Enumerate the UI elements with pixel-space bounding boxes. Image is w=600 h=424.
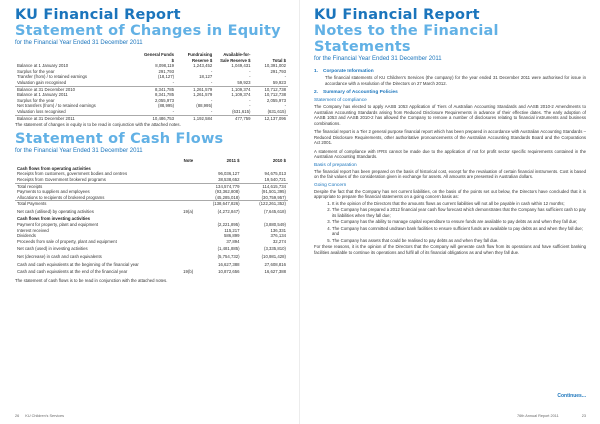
cashflow-cell-y2010: 114,615,734: [242, 183, 288, 189]
equity-row-value: 1,109,374: [214, 86, 252, 92]
cashflow-cell-note: 19(b): [183, 269, 194, 275]
cashflow-statement-subtitle: for the Financial Year Ended 31 December 2011: [15, 148, 143, 155]
cashflow-cell-label: Total receipts: [15, 183, 173, 189]
equity-row-label: Transfer (from) / to retained earnings: [17, 74, 88, 80]
compliance-paragraph-2: The financial report is a Tier 2 general purpose financial report which has been prepared in accordance with Australian Accounting Standards – Reduced Disclosure Requirements, other authoritative pronouncements of the Australian Accounting Standards Board and the Corporations Act 2001.: [314, 129, 586, 145]
equity-row-value: 1,049,431: [231, 63, 251, 69]
right-page: [300, 0, 600, 424]
compliance-paragraph-3: A statement of compliance with IFRS cannot be made due to the application of not for profit sector specific requirements contained in the Australian Accounting Standards.: [314, 148, 586, 159]
equity-row-value: 18,127: [199, 74, 213, 80]
compliance-paragraph-1: The Company has elected to apply AASB 1053 Application of Tiers of Australian Accounting Standards and AASB 2010-2 Amendments to Australian Accounting Standards arising from Reduced Disclosure Requirements in advance of their effective dates. The early adoption of AASB 1053 and AASB 2010-2 has allowed the Company to remove a number of disclosures relating to financial instruments and business combinations.: [314, 104, 586, 126]
report-title: KU Financial Report: [15, 7, 181, 23]
equity-col-fundraising-reserve: Fundraising Reserve $: [187, 52, 213, 63]
cashflow-cell-label: Dividends: [17, 233, 36, 239]
equity-row-value: (88,995): [158, 103, 175, 109]
equity-row-value: 2,055,973: [154, 97, 175, 103]
cashflow-cell-y2011: (93,362,808): [215, 189, 240, 195]
cashflow-cell-y2010: 94,675,013: [264, 171, 286, 177]
notes-title: Notes to the Financial Statements: [314, 23, 499, 55]
going-concern-item: 1. It is the opinion of the Directors that the amounts flows as current liabilities will not all be payable in cash within 12 months;: [332, 201, 586, 207]
cashflow-row: [15, 207, 288, 215]
cashflow-row: [15, 252, 288, 260]
cashflow-cell-y2010: 27,608,816: [264, 261, 286, 267]
equity-row-label: Balance at 1 January 2011: [17, 92, 68, 98]
cashflow-cell-note: 19(a): [183, 208, 194, 214]
cashflow-cell-y2010: (3,880,549): [264, 222, 286, 228]
equity-row-value: 477,759: [214, 115, 252, 121]
going-concern-list: [314, 201, 586, 244]
equity-row-value: -: [284, 103, 286, 109]
equity-row-value: (88,995): [196, 103, 213, 109]
section-1-title: Corporate Information: [323, 69, 374, 74]
left-footer: [15, 414, 64, 418]
cashflow-cell-y2011: (2,221,895): [217, 222, 240, 228]
section-1-number: 1.: [314, 69, 319, 74]
equity-statement-title: Statement of Changes in Equity: [15, 23, 281, 39]
cashflow-cell-label: Cash flows from operating activities: [17, 165, 91, 171]
equity-row-value: 291,793: [270, 68, 286, 74]
equity-row-label: Balance at 31 December 2011: [15, 115, 141, 121]
cashflow-cell-y2010: (122,261,352): [242, 201, 288, 207]
cashflow-cell-y2010: [242, 214, 288, 222]
cashflow-cell-y2010: 136,331: [270, 227, 286, 233]
cashflow-cell-y2010: [242, 164, 288, 172]
going-concern-item: 5. The Company has assets that could be realised to pay debts as and when they fall due.: [332, 238, 586, 244]
cashflow-cell-y2010: 32,274: [272, 238, 286, 244]
equity-row-value: 1,261,579: [176, 86, 214, 92]
cashflow-cell-label: Net cash (used) in investing activities: [17, 246, 88, 252]
equity-row-value: 1,109,374: [231, 92, 251, 98]
equity-row-value: (18,127): [158, 74, 175, 80]
equity-table: [15, 52, 288, 121]
cashflow-cell-label: Receipts from Government brokered programs: [17, 176, 106, 182]
cashflow-cell-y2010: (10,981,428): [261, 254, 286, 260]
equity-row-value: -: [249, 97, 251, 103]
cashflow-cell-y2011: [195, 164, 241, 172]
equity-row-value: -: [249, 74, 251, 80]
section-2-title: Summary of Accounting Policies: [323, 90, 398, 95]
cashflow-cell-y2011: 96,036,127: [218, 171, 240, 177]
cashflow-cell-note: [173, 164, 195, 172]
right-page-number: 23: [581, 414, 586, 418]
cashflow-cell-y2011: (1,481,885): [217, 246, 240, 252]
section-1-text: The financial statements of KU Children's Services (the company) for the year ended 31 December 2011 were authorised for issue in accordance with a resolution of the Directors on 27 March 2012.: [325, 75, 586, 86]
cashflow-cell-note: [173, 214, 195, 222]
cashflow-cell-y2010: 16,627,388: [264, 269, 286, 275]
cashflow-row: [15, 244, 288, 252]
equity-row-value: -: [249, 103, 251, 109]
left-page-number: 26: [15, 414, 20, 418]
continues-label: Continues...: [557, 393, 586, 399]
cashflow-cell-note: [173, 260, 195, 268]
going-concern-title: Going Concern: [314, 182, 347, 188]
equity-row-value: 10,712,738: [264, 92, 286, 98]
equity-row-value: 2,055,973: [266, 97, 286, 103]
equity-row-value: 291,793: [158, 68, 175, 74]
equity-row-label: Surplus for the year: [17, 97, 55, 103]
equity-col-general-funds: General Funds $: [143, 52, 175, 63]
cashflow-col-2011: 2011 $: [226, 158, 240, 164]
equity-row-value: 10,486,753: [141, 115, 176, 121]
basis-title: Basis of preparation: [314, 162, 357, 168]
equity-row: [15, 115, 288, 121]
cashflow-cell-y2010: (91,501,395): [261, 189, 286, 195]
equity-row-value: -: [210, 97, 213, 103]
equity-row-value: -: [210, 79, 213, 85]
cashflow-statement-title: Statement of Cash Flows: [15, 131, 224, 148]
section-2-heading: [314, 90, 586, 95]
equity-row-value: 59,923: [272, 79, 286, 85]
equity-row-value: 59,923: [237, 79, 251, 85]
cashflow-cell-y2011: 10,872,656: [218, 269, 240, 275]
going-concern-item: 3. The Company has the ability to manage capital expenditure to ensure funds are available to pay debts as and when they fall due;: [332, 219, 586, 225]
cashflow-cell-y2010: (7,645,618): [264, 208, 286, 214]
cashflow-cell-y2011: (45,285,018): [215, 194, 240, 200]
cashflow-cell-y2011: (138,647,826): [195, 201, 241, 207]
equity-row-value: 8,341,785: [154, 92, 175, 98]
cashflow-cell-label: Payment for property, plant and equipment: [17, 222, 99, 228]
cashflow-cell-y2011: 37,894: [226, 238, 240, 244]
equity-row-value: -: [172, 79, 175, 85]
cashflow-cell-y2011: 16,627,388: [218, 261, 240, 267]
cashflow-cell-label: Allocations to recipients of brokered programs: [17, 194, 105, 200]
cashflow-cell-y2011: 134,574,779: [195, 183, 241, 189]
cashflow-row: [15, 267, 288, 275]
equity-statement-subtitle: for the Financial Year Ended 31 December 2011: [15, 40, 143, 46]
equity-row-value: -: [249, 68, 251, 74]
cashflow-row: [15, 260, 288, 268]
cashflow-cell-label: Receipts from customers, government bodies and centres: [17, 171, 128, 177]
equity-row-value: 8,098,119: [155, 63, 175, 69]
equity-row-value: -: [284, 74, 286, 80]
cashflow-cell-label: Cash and cash equivalents at the end of the financial year: [17, 269, 128, 275]
cashflow-cell-y2010: 19,540,721: [264, 176, 286, 182]
compliance-title: Statement of compliance: [314, 98, 367, 103]
left-footer-org: KU Children's Services: [25, 414, 65, 418]
cashflow-cell-label: Proceeds from sale of property, plant and equipment: [17, 238, 117, 244]
going-concern-outro: For these reasons, it is the opinion of the Directors that the Company will generate cash flow from its operations and have sufficient banking facilities available to continue its operations and fulfil all of its financial obligations as and when they fall due.: [314, 244, 586, 255]
cashflow-cell-label: Cash and cash equivalents at the beginning of the financial year: [17, 261, 139, 267]
basis-paragraph: The financial report has been prepared on the basis of historical cost, except for the revaluation of certain financial instruments. Cost is based on the fair values of the consideration given in exchange for assets. All amounts are presented in Australian dollars.: [314, 168, 586, 179]
cashflow-cell-label: Total Payments: [15, 201, 173, 207]
equity-row-value: 1,192,584: [176, 115, 214, 121]
equity-row-label: Valuation gain recognised: [17, 79, 67, 85]
cashflow-row: [15, 214, 288, 222]
equity-row-value: (631,615): [267, 108, 286, 114]
equity-row-value: 12,137,096: [253, 115, 289, 121]
equity-row-label: Valuation loss recognised: [17, 108, 66, 114]
cashflow-cell-y2010: 376,134: [270, 233, 286, 239]
cashflow-cell-label: Net cash (utilised) by operating activities: [17, 208, 94, 214]
cashflow-cell-y2011: 115,217: [224, 227, 240, 233]
cashflow-row: [15, 164, 288, 172]
right-footer: [517, 414, 586, 418]
equity-col-total: Total $: [272, 57, 286, 63]
equity-row-value: 1,243,452: [193, 63, 213, 69]
equity-table-note: The statement of changes in equity is to be read in conjunction with the attached notes.: [15, 122, 181, 128]
going-concern-item: 4. The Company has committed undrawn bank facilities to ensure sufficient funds are available to pay debts as and when they fall due; and: [332, 226, 586, 237]
cashflow-cell-note: [173, 252, 195, 260]
cashflow-cell-label: Cash flows from investing activities: [17, 216, 91, 222]
equity-row-label: Net transfers (from) / to retained earnings: [17, 103, 96, 109]
cashflow-cell-y2011: [195, 214, 241, 222]
cashflow-cell-y2011: (4,272,847): [217, 208, 240, 214]
cashflow-cell-y2010: (3,335,810): [264, 246, 286, 252]
equity-row-value: 10,391,002: [264, 63, 286, 69]
equity-row-value: (631,615): [232, 108, 251, 114]
equity-row-value: 8,341,785: [141, 86, 176, 92]
right-footer-label: 76th Annual Report 2011: [516, 414, 559, 418]
equity-row-label: Surplus for the year: [17, 68, 55, 74]
equity-col-afs-reserve: Available-for-Sale Reserve $: [220, 52, 251, 63]
cashflow-cell-y2011: 38,538,652: [218, 176, 240, 182]
going-concern-intro: Despite the fact that the Company has net current liabilities, on the basis of the points set out below, the Directors have concluded that it is appropriate to prepare the financial statements on a going concern basis as:: [314, 188, 586, 199]
equity-row-label: Balance at 31 December 2010: [15, 86, 141, 92]
cashflow-col-note: Note: [183, 158, 194, 164]
cashflow-col-2010: 2010 $: [272, 158, 286, 164]
cashflow-cell-note: [173, 244, 195, 252]
cashflow-cell-y2010: (30,759,957): [261, 194, 286, 200]
cashflow-cell-label: Payments to suppliers and employees: [17, 189, 90, 195]
cashflow-table: [15, 158, 288, 275]
cashflow-cell-label: Interest received: [17, 227, 49, 233]
going-concern-item: 2. The Company has prepared a 2012 financial year cash flow forecast which demonstrates that the Company has sufficient cash to pay its liabilities when they fall due;: [332, 207, 586, 218]
report-title-right: KU Financial Report: [314, 7, 480, 23]
equity-row-value: -: [210, 108, 213, 114]
cashflow-cell-label: Net (decrease) in cash and cash equivalents: [17, 254, 102, 260]
section-2-number: 2.: [314, 90, 319, 95]
section-1-heading: [314, 69, 586, 74]
equity-row-value: 1,261,579: [193, 92, 213, 98]
equity-row-value: -: [172, 108, 175, 114]
equity-row-value: 10,712,738: [253, 86, 289, 92]
notes-subtitle: for the Financial Year Ended 31 December 2011: [314, 56, 442, 62]
equity-row-label: Balance at 1 January 2010: [17, 63, 69, 69]
cashflow-table-note: The statement of cash flows is to be read in conjunction with the attached notes.: [15, 277, 168, 283]
equity-row-value: -: [210, 68, 213, 74]
cashflow-cell-y2011: (5,754,732): [217, 254, 240, 260]
cashflow-cell-y2011: 586,899: [224, 233, 240, 239]
